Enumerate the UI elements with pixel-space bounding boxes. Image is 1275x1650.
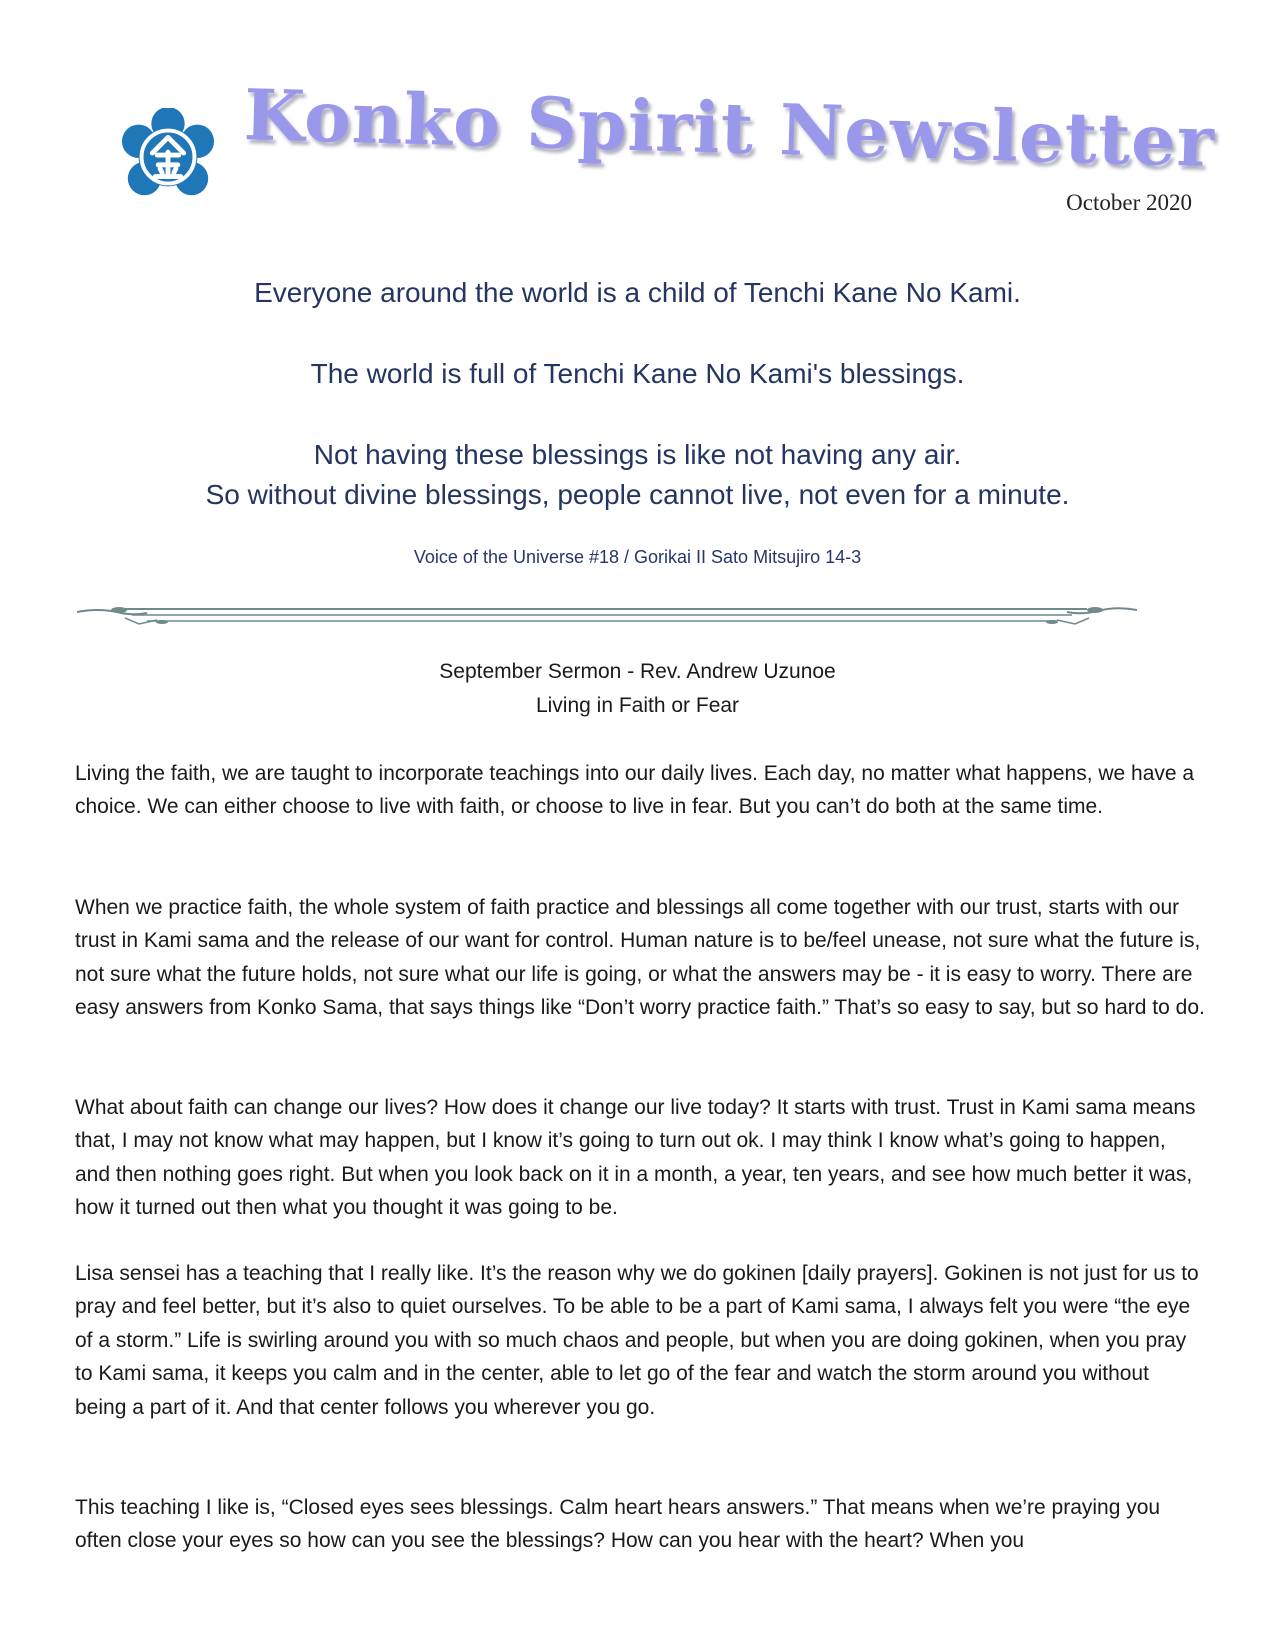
sermon-paragraph: What about faith can change our lives? How does it change our live today? It starts with trust. Trust in Kami sama means that, I may not know what may happen, but I know it’s going to turn out ok. I may think I know what’s going to happen, and then nothing goes right. But when you look back on it in a month, a year, ten years, and see how much better it was, how it turned out then what you thought it was going to be.	[75, 1096, 1196, 1220]
quote-line: The world is full of Tenchi Kane No Kami's blessings.	[310, 358, 965, 389]
quote-source: Voice of the Universe #18 / Gorikai II Sato Mitsujiro 14-3	[413, 547, 862, 567]
sermon-paragraph: When we practice faith, the whole system of faith practice and blessings all come together with our trust, starts with our trust in Kami sama and the release of our want for control. Human nature is to be/feel unease, not sure what the future is, not sure what the future holds, not sure what our life is going, or what the answers may be - it is easy to worry. There are easy answers from Konko Sama, that says things like “Don’t worry practice faith.” That’s so easy to say, but so hard to do.	[75, 896, 1205, 1020]
quote-line: Everyone around the world is a child of Tenchi Kane No Kami.	[254, 277, 1021, 308]
sermon-paragraph: Lisa sensei has a teaching that I really like. It’s the reason why we do gokinen [daily prayers]. Gokinen is not just for us to pray and feel better, but it’s also to quiet ourselves. To be able to be a part of Kami sama, I always felt you were “the eye of a storm.” Life is swirling around you with so much chaos and people, but when you are doing gokinen, when you pray to Kami sama, it keeps you calm and in the center, able to let go of the fear and watch the storm around you without being a part of it. And that center follows you wherever you go.	[75, 1262, 1199, 1419]
newsletter-masthead	[242, 73, 1216, 196]
sermon-paragraph: Living the faith, we are taught to incorporate teachings into our daily lives. Each day, no matter what happens, we have a choice. We can either choose to live with faith, or choose to live in fear. But you can’t do both at the same time.	[75, 762, 1195, 819]
newsletter-title: Konko Spirit Newsletter	[242, 73, 1216, 184]
sermon-heading: September Sermon - Rev. Andrew Uzunoe	[439, 660, 836, 683]
quote-line: So without divine blessings, people cannot live, not even for a minute.	[205, 479, 1070, 510]
quote-line: Not having these blessings is like not having any air.	[313, 439, 962, 470]
sermon-subtitle: Living in Faith or Fear	[535, 694, 740, 717]
issue-date: October 2020	[1066, 190, 1192, 215]
decorative-divider	[77, 600, 1137, 632]
sermon-paragraph: This teaching I like is, “Closed eyes sees blessings. Calm heart hears answers.” That means when we’re praying you often close your eyes so how can you see the blessings? How can you hear with the heart? When you	[75, 1496, 1161, 1553]
konko-emblem-logo	[119, 108, 217, 206]
